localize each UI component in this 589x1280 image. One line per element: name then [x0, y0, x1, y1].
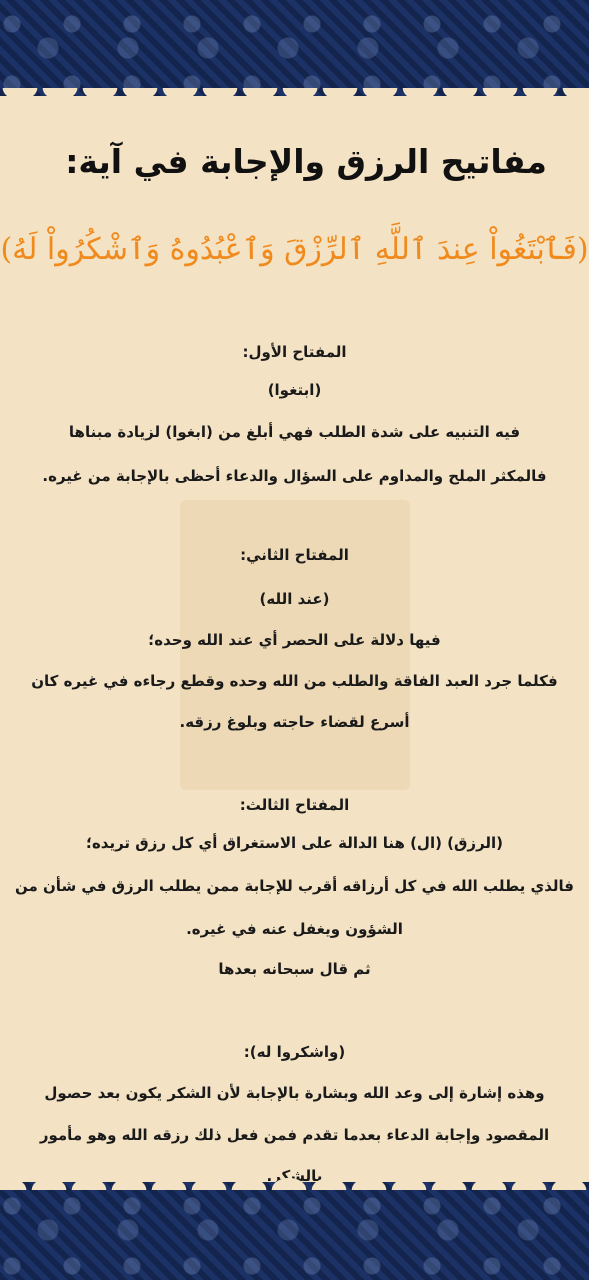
key3-line3: الشؤون ويغفل عنه في غيره.: [186, 920, 403, 938]
key3-line1: (الرزق) (ال) هنا الدالة على الاستغراق أي كل رزق تريده؛: [85, 834, 504, 852]
key4-line1: وهذه إشارة إلى وعد الله وبشارة بالإجابة لأن الشكر يكون بعد حصول: [44, 1084, 545, 1102]
key1-line1: فيه التنبيه على شدة الطلب فهي أبلغ من (ابغوا) لزيادة مبناها: [68, 423, 521, 441]
key3-heading: المفتاح الثالث:: [239, 796, 350, 814]
key4-line2: المقصود وإجابة الدعاء بعدما تقدم فمن فعل ذلك رزقه الله وهو مأمور: [39, 1126, 550, 1144]
key4-word: (واشكروا له):: [243, 1043, 346, 1061]
key1-line2: فالمكثر الملح والمداوم على السؤال والدعاء أحظى بالإجابة من غيره.: [42, 467, 547, 485]
key3-line4: ثم قال سبحانه بعدها: [218, 960, 371, 978]
bottom-decorative-band: [0, 1182, 589, 1280]
key2-line1: فيها دلالة على الحصر أي عند الله وحده؛: [148, 631, 441, 649]
key1-heading: المفتاح الأول:: [242, 343, 347, 361]
key1-word: (ابتغوا): [267, 381, 322, 399]
key2-line2: فكلما جرد العبد الفاقة والطلب من الله وحده وقطع رجاءه في غيره كان: [31, 672, 558, 690]
key2-word: (عند الله): [259, 590, 330, 608]
top-decorative-band: [0, 0, 589, 96]
key3-line2: فالذي يطلب الله في كل أرزاقه أقرب للإجابة ممن يطلب الرزق في شأن من: [15, 877, 574, 895]
quran-verse: (فَٱبْتَغُواْ عِندَ ٱللَّهِ ٱلرِّزْقَ وَٱعْبُدُوهُ وَٱشْكُرُواْ لَهُ): [0, 232, 589, 267]
key2-heading: المفتاح الثاني:: [240, 546, 349, 564]
key2-line3: أسرع لقضاء حاجته وبلوغ رزقه.: [179, 713, 410, 731]
page-title: مفاتيح الرزق والإجابة في آية:: [65, 142, 547, 181]
